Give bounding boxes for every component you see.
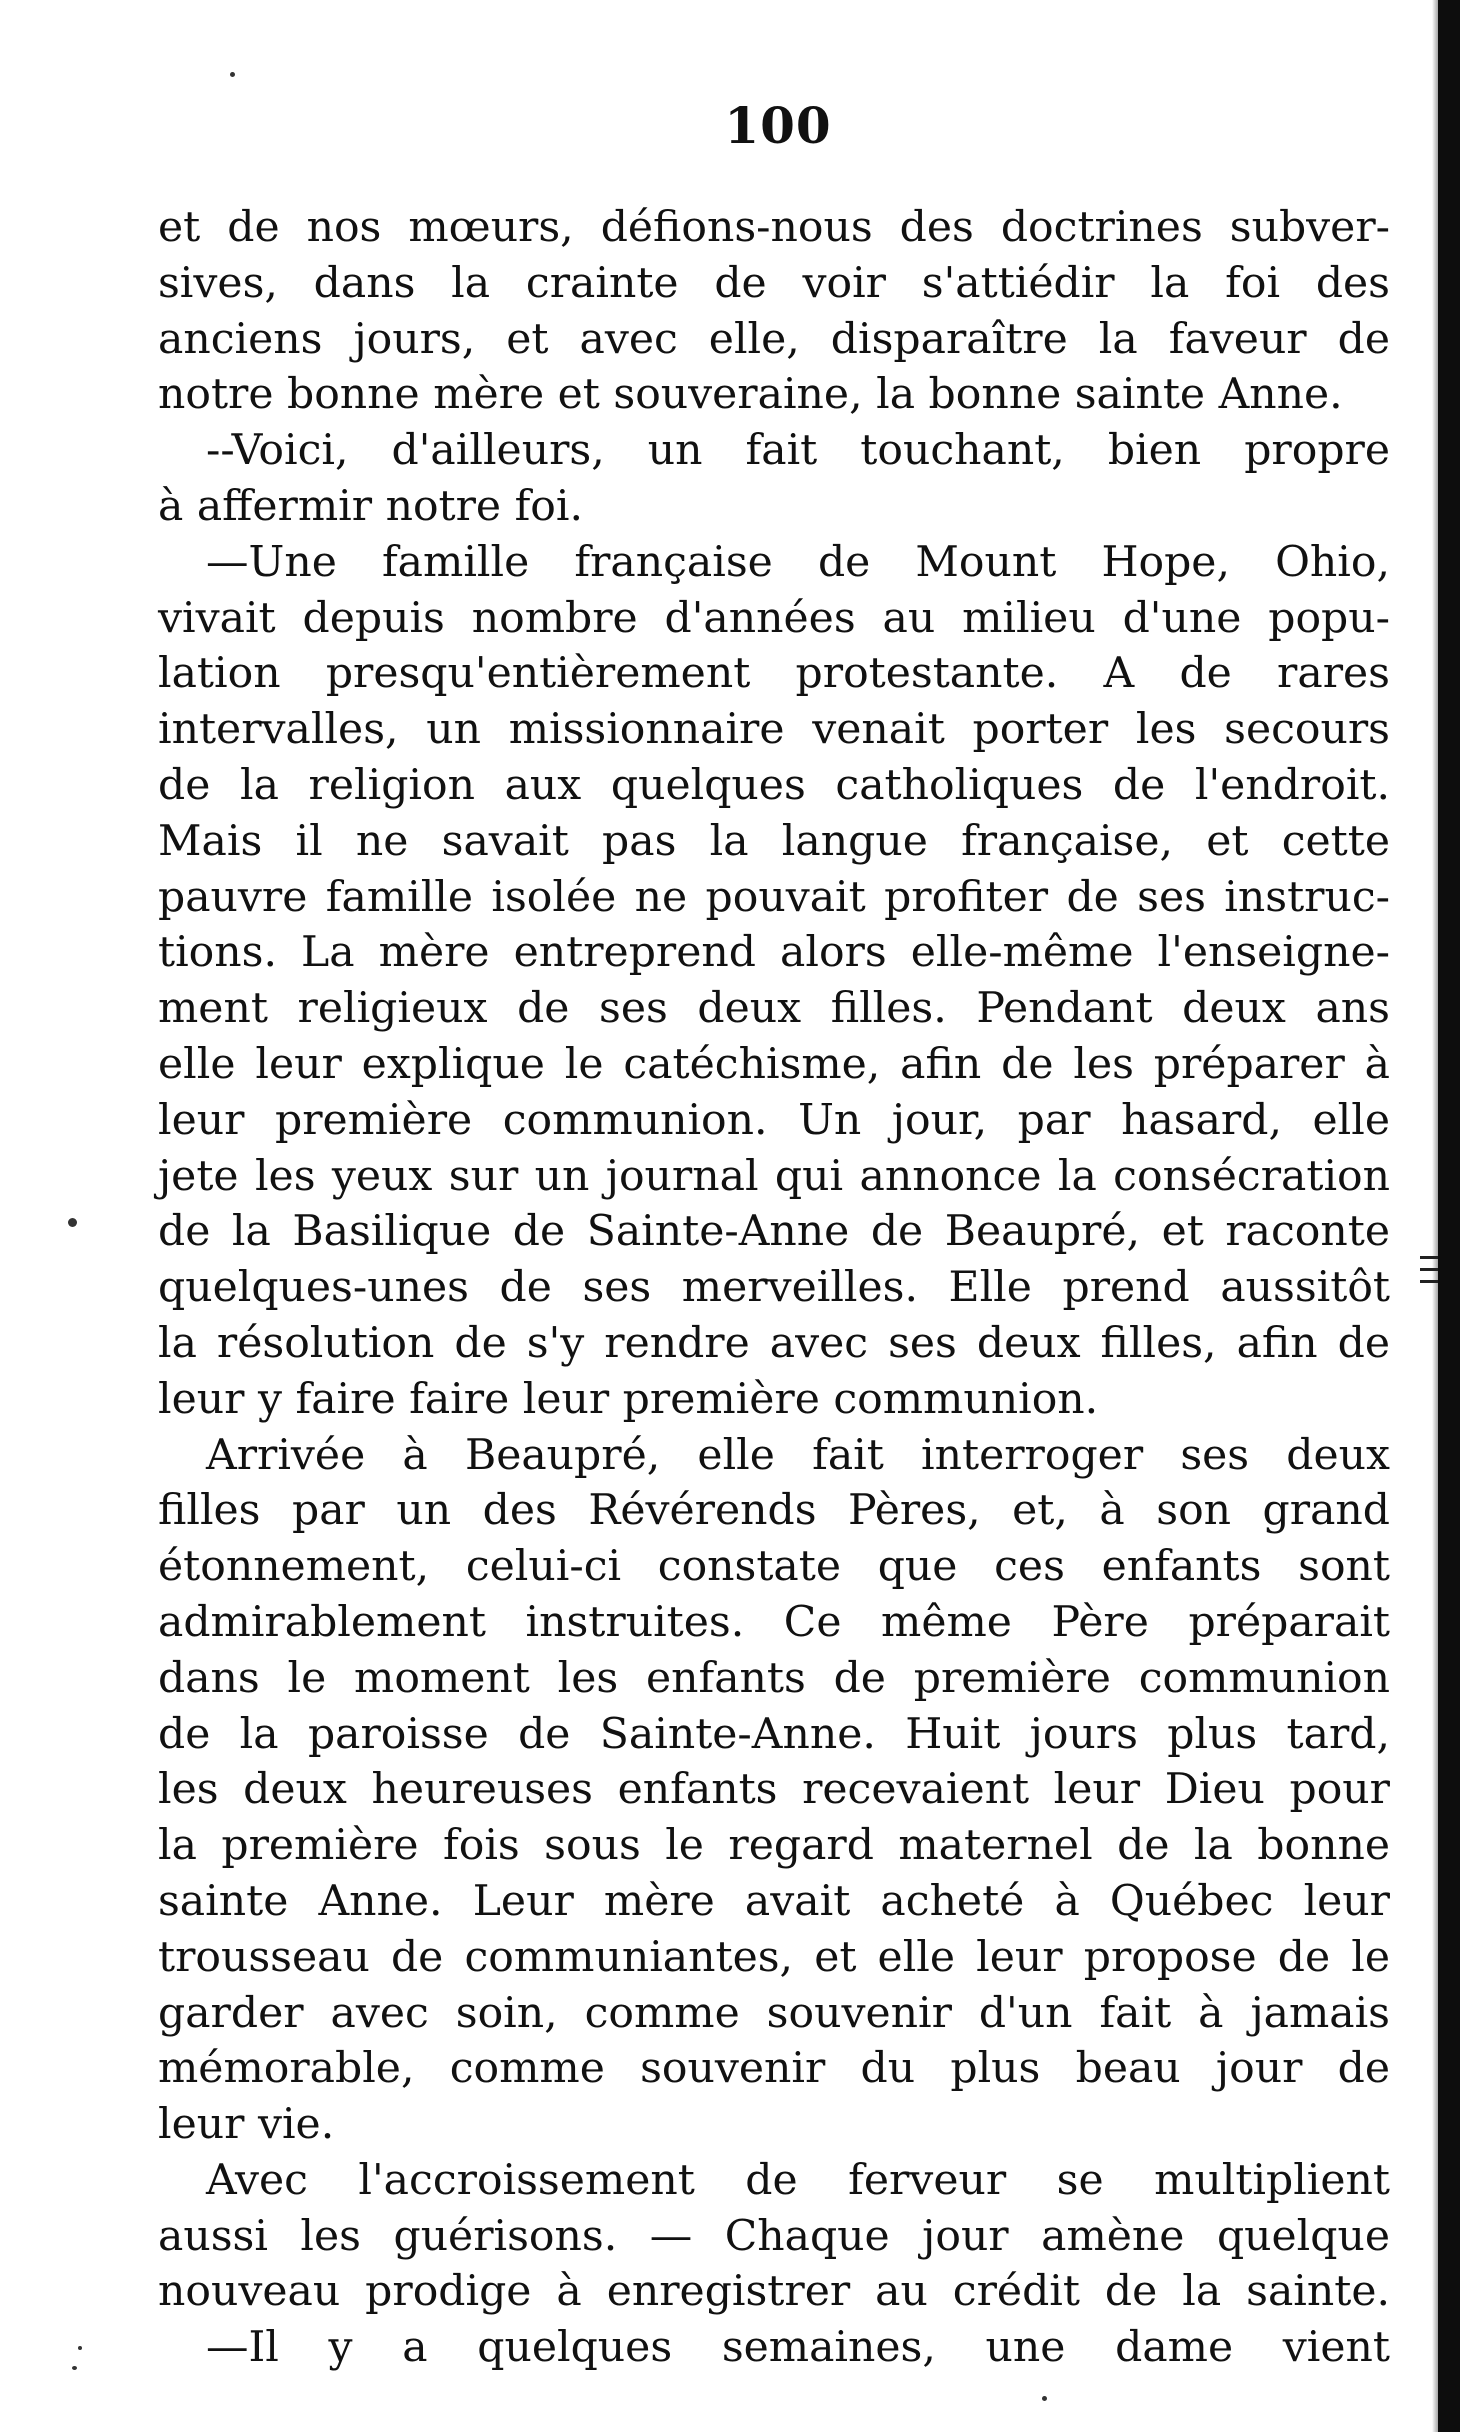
text-line: sainte Anne. Leur mère avait acheté à Québec leur: [158, 1876, 1390, 1926]
text-line: ment religieux de ses deux filles. Pendant deux ans: [158, 984, 1390, 1034]
text-line: dans le moment les enfants de première communion: [158, 1653, 1390, 1703]
text-line: de la Basilique de Sainte-Anne de Beaupré, et raconte: [158, 1207, 1390, 1257]
ink-speck: [68, 1218, 77, 1227]
text-line: les deux heureuses enfants recevaient leur Dieu pour: [158, 1765, 1390, 1815]
text-line: garder avec soin, comme souvenir d'un fait à jamais: [158, 1988, 1390, 2038]
text-line: Arrivée à Beaupré, elle fait interroger ses deux: [206, 1430, 1390, 1480]
text-line: filles par un des Révérends Pères, et, à son grand: [158, 1486, 1390, 1536]
text-line: --Voici, d'ailleurs, un fait touchant, bien propre: [206, 426, 1390, 476]
text-line: notre bonne mère et souveraine, la bonne sainte Anne.: [158, 370, 1343, 420]
edge-mark: [1420, 1280, 1438, 1283]
text-line: et de nos mœurs, défions-nous des doctrines subver-: [158, 203, 1390, 252]
text-line: étonnement, celui-ci constate que ces enfants sont: [158, 1542, 1390, 1592]
text-line: aussi les guérisons. — Chaque jour amène quelque: [158, 2211, 1390, 2261]
text-line: pauvre famille isolée ne pouvait profiter de ses instruc-: [158, 872, 1390, 922]
text-line: —Une famille française de Mount Hope, Ohio,: [206, 537, 1390, 587]
text-line: mémorable, comme souvenir du plus beau jour de: [158, 2044, 1390, 2094]
text-line: sives, dans la crainte de voir s'attiédir la foi des: [158, 258, 1390, 308]
text-line: leur vie.: [158, 2100, 335, 2150]
text-line: leur première communion. Un jour, par hasard, elle: [158, 1095, 1390, 1145]
text-line: Mais il ne savait pas la langue française, et cette: [158, 816, 1390, 866]
text-line: nouveau prodige à enregistrer au crédit de la sainte.: [158, 2267, 1390, 2317]
text-line: —Il y a quelques semaines, une dame vient: [206, 2323, 1390, 2373]
text-line: la résolution de s'y rendre avec ses deux filles, afin de: [158, 1318, 1390, 1368]
text-line: leur y faire faire leur première communion.: [158, 1374, 1099, 1424]
text-line: jete les yeux sur un journal qui annonce la consécration: [158, 1151, 1390, 1201]
text-line: de la paroisse de Sainte-Anne. Huit jours plus tard,: [158, 1709, 1390, 1759]
edge-mark: [1420, 1256, 1438, 1259]
edge-mark: [1420, 1268, 1438, 1271]
page-edge: [1438, 0, 1460, 2432]
page-text: [158, 200, 1390, 2376]
text-line: elle leur explique le catéchisme, afin de les préparer à: [158, 1039, 1390, 1089]
text-line: quelques-unes de ses merveilles. Elle prend aussitôt: [158, 1263, 1390, 1313]
text-line: trousseau de communiantes, et elle leur propose de le: [158, 1932, 1390, 1982]
ink-speck: [72, 2366, 77, 2370]
ink-speck: [1042, 2396, 1047, 2401]
text-line: anciens jours, et avec elle, disparaître la faveur de: [158, 314, 1390, 364]
text-line: intervalles, un missionnaire venait porter les secours: [158, 705, 1390, 755]
text-line: admirablement instruites. Ce même Père préparait: [158, 1597, 1390, 1647]
page-number: 100: [724, 96, 832, 155]
ink-speck: [78, 2346, 82, 2350]
text-line: lation presqu'entièrement protestante. A de rares: [158, 649, 1390, 699]
text-line: de la religion aux quelques catholiques de l'endroit.: [158, 760, 1390, 810]
ink-speck: [230, 72, 235, 77]
text-line: à affermir notre foi.: [158, 481, 583, 531]
text-line: tions. La mère entreprend alors elle-même l'enseigne-: [158, 928, 1390, 978]
text-line: Avec l'accroissement de ferveur se multiplient: [206, 2155, 1390, 2205]
text-line: la première fois sous le regard maternel de la bonne: [158, 1821, 1390, 1871]
text-line: vivait depuis nombre d'années au milieu d'une popu-: [158, 593, 1390, 643]
